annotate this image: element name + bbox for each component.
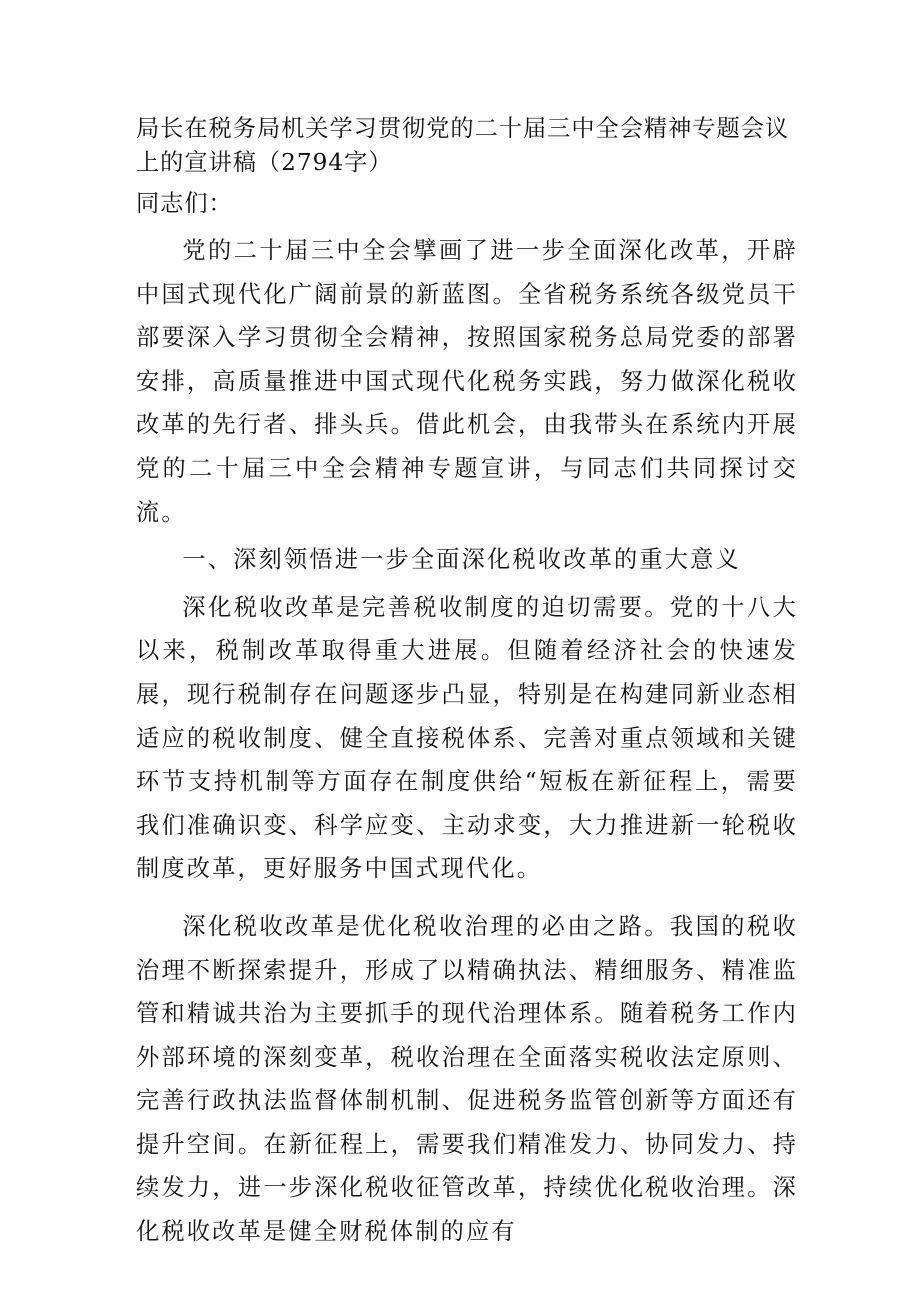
paragraph-tax-governance: 深化税收改革是优化税收治理的必由之路。我国的税收治理不断探索提升，形成了以精确执法、精细服务、精准监管和精诚共治为主要抓手的现代治理体系。随着税务工作内外部环境的深刻变革，税收治理在全面落实税收法定原则、完善行政执法监督体制机制、促进税务监管创新等方面还有提升空间。在新征程上，需要我们精准发力、协同发力、持续发力，进一步深化税收征管改革，持续优化税收治理。深化税收改革是健全财税体制的应有: [136, 912, 798, 1246]
greeting: 同志们：: [136, 190, 233, 217]
document-title: 局长在税务局机关学习贯彻党的二十届三中全会精神专题会议上的宣讲稿（2794字）: [136, 115, 790, 176]
document-body: [136, 112, 798, 1254]
paragraph-intro: 党的二十届三中全会擘画了进一步全面深化改革，开辟中国式现代化广阔前景的新蓝图。全省税务系统各级党员干部要深入学习贯彻全会精神，按照国家税务总局党委的部署安排，高质量推进中国式现代化税务实践，努力做深化税收改革的先行者、排头兵。借此机会，由我带头在系统内开展党的二十届三中全会精神专题宣讲，与同志们共同探讨交流。: [136, 237, 798, 526]
section-heading: 一、深刻领悟进一步全面深化税收改革的重大意义: [182, 546, 741, 574]
paragraph-tax-system: 深化税收改革是完善税收制度的迫切需要。党的十八大以来，税制改革取得重大进展。但随着经济社会的快速发展，现行税制存在问题逐步凸显，特别是在构建同新业态相适应的税收制度、健全直接税体系、完善对重点领域和关键环节支持机制等方面存在制度供给“短板在新征程上，需要我们准确识变、科学应变、主动求变，大力推进新一轮税收制度改革，更好服务中国式现代化。: [136, 593, 798, 883]
